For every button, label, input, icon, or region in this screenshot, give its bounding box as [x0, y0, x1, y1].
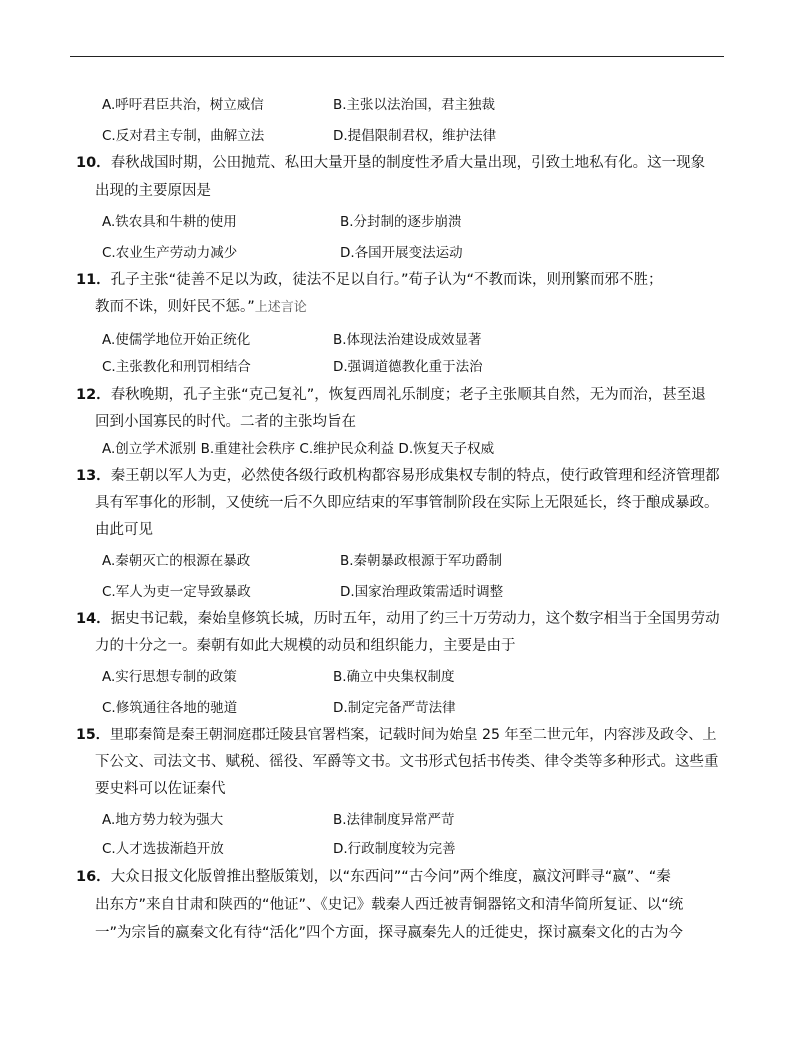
- question-stem-end: 上述言论: [254, 300, 307, 315]
- question-number: 11．: [76, 272, 111, 288]
- question-number: 10．: [76, 155, 111, 171]
- option-a: A.呼吁君臣共治，树立威信: [102, 97, 264, 113]
- option-d: D.提倡限制君权，维护法律: [333, 128, 497, 144]
- question-number: 15．: [76, 727, 110, 743]
- header-rule: [70, 56, 724, 57]
- question-13-line-3: 由此可见: [95, 522, 153, 538]
- question-12-line-2: 回到小国寡民的时代。二者的主张均旨在: [95, 414, 356, 430]
- question-13-line-2: 具有军事化的形制，又使统一后不久即应结束的军事管制阶段在实际上无限延长，终于酿成暴政。: [95, 495, 719, 511]
- option-c: C.反对君主专制，曲解立法: [102, 128, 265, 144]
- question-text: 孔子主张“徒善不足以为政，徒法不足以自行。”荀子认为“不教而诛，则刑繁而邪不胜；: [110, 272, 663, 288]
- option-b: B.秦朝暴政根源于军功爵制: [340, 553, 503, 569]
- option-c: C.军人为吏一定导致暴政: [102, 584, 251, 600]
- question-number: 16．: [76, 869, 111, 885]
- option-c: C.主张教化和刑罚相结合: [102, 359, 251, 375]
- option-b: B.体现法治建设成效显著: [333, 332, 482, 348]
- option-a: A.使儒学地位开始正统化: [102, 332, 251, 348]
- question-text: 大众日报文化版曾推出整版策划，以“东西问”“古今问”两个维度，嬴汶河畔寻“嬴”、“秦: [110, 869, 671, 885]
- question-11-line-2: [95, 298, 307, 317]
- option-d: D.国家治理政策需适时调整: [340, 584, 504, 600]
- option-b: B.分封制的逐步崩溃: [340, 214, 462, 230]
- question-text: 春秋战国时期，公田抛荒、私田大量开垦的制度性矛盾大量出现，引致土地私有化。这一现象: [110, 155, 706, 171]
- question-number: 14．: [76, 611, 111, 627]
- options-row: A.创立学术派别 B.重建社会秩序 C.维护民众利益 D.恢复天子权威: [102, 441, 495, 457]
- option-d: D.制定完备严苛法律: [333, 700, 456, 716]
- question-16-line-2: 出东方”来自甘肃和陕西的“他证”、《史记》载秦人西迁被青铜器铭文和清华简所复证、以“统: [95, 897, 684, 913]
- option-a: A.秦朝灭亡的根源在暴政: [102, 553, 251, 569]
- question-14-line-2: 力的十分之一。秦朝有如此大规模的动员和组织能力，主要是由于: [95, 638, 516, 654]
- option-d: D.各国开展变法运动: [340, 245, 463, 261]
- option-b: B.确立中央集权制度: [333, 669, 455, 685]
- question-text: 秦王朝以军人为吏，必然使各级行政机构都容易形成集权专制的特点，使行政管理和经济管理都: [110, 468, 720, 484]
- question-12-line-1: [76, 386, 706, 404]
- question-15-line-1: [76, 726, 717, 744]
- question-text: 春秋晚期，孔子主张“克己复礼”，恢复西周礼乐制度；老子主张顺其自然，无为而治，甚至退: [110, 387, 706, 403]
- option-c: C.农业生产劳动力减少: [102, 245, 238, 261]
- option-d: D.行政制度较为完善: [333, 841, 456, 857]
- question-11-line-1: [76, 271, 662, 289]
- question-10-line-1: [76, 154, 705, 172]
- question-text: 教而不诛，则奸民不惩。”: [95, 299, 255, 315]
- option-a: A.铁农具和牛耕的使用: [102, 214, 237, 230]
- question-text: 里耶秦简是秦王朝洞庭郡迁陵县官署档案，记载时间为始皇 25 年至二世元年，内容涉及政令、上: [109, 727, 717, 743]
- question-text: 据史书记载，秦始皇修筑长城，历时五年，动用了约三十万劳动力，这个数字相当于全国男劳动: [110, 611, 720, 627]
- question-10-line-2: 出现的主要原因是: [95, 183, 211, 199]
- option-c: C.人才选拔渐趋开放: [102, 841, 224, 857]
- option-b: B.法律制度异常严苛: [333, 812, 455, 828]
- option-c: C.修筑通往各地的驰道: [102, 700, 238, 716]
- question-13-line-1: [76, 467, 720, 485]
- option-a: A.地方势力较为强大: [102, 812, 224, 828]
- question-number: 13．: [76, 468, 111, 484]
- question-16-line-3: 一”为宗旨的嬴秦文化有待“活化”四个方面，探寻嬴秦先人的迁徙史，探讨嬴秦文化的古为今: [95, 925, 684, 941]
- option-a: A.实行思想专制的政策: [102, 669, 237, 685]
- question-14-line-1: [76, 610, 720, 628]
- question-15-line-3: 要史料可以佐证秦代: [95, 781, 226, 797]
- option-b: B.主张以法治国，君主独裁: [333, 97, 496, 113]
- question-16-line-1: [76, 868, 671, 886]
- question-number: 12．: [76, 387, 111, 403]
- option-d: D.强调道德教化重于法治: [333, 359, 483, 375]
- question-15-line-2: 下公文、司法文书、赋税、徭役、军爵等文书。文书形式包括书传类、律令类等多种形式。这些重: [95, 754, 719, 770]
